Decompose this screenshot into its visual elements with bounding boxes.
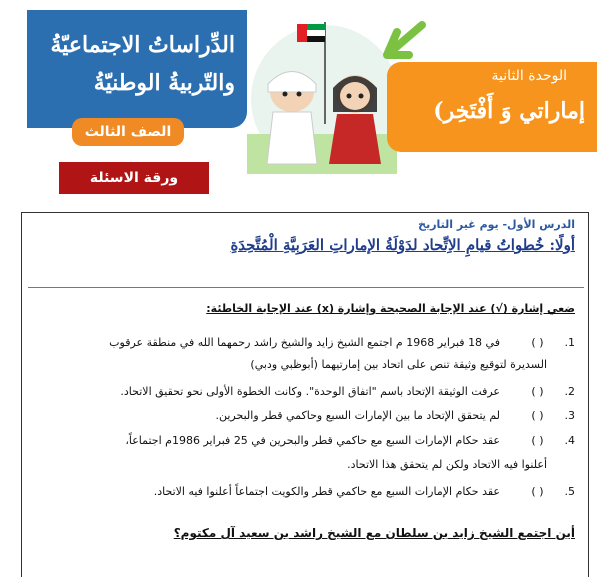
item-text: في 18 فبراير 1968 م اجتمع الشيخ زايد والشيخ راشد رحمهما الله في منطقة عرقوب xyxy=(109,336,500,349)
lesson-heading: أولًا: خُطواتُ قيامِ الاِتِّحاد لدَوْلَةُ الإماراتِ العَرَبِيَّةِ الْمُتَّحِدَةِ xyxy=(230,236,575,254)
item-number: 5. xyxy=(564,485,575,498)
divider xyxy=(28,287,584,288)
answer-blank[interactable]: ( ) xyxy=(531,434,544,447)
item-text: عرفت الوثيقة الإتحاد باسم "اتفاق الوحدة". وكانت الخطوة الأولى نحو تحقيق الاتحاد. xyxy=(120,385,500,398)
subject-title-block xyxy=(27,10,247,128)
boy-character-icon xyxy=(267,72,317,165)
item-number: 1. xyxy=(564,336,575,349)
girl-character-icon xyxy=(329,75,381,164)
instructions: ضعي إشارة (√) عند الإجابة الصحيحة وإشارة (x) عند الإجابة الخاطئة: xyxy=(206,302,575,315)
answer-blank[interactable]: ( ) xyxy=(531,485,544,498)
answer-blank[interactable]: ( ) xyxy=(531,336,544,349)
list-item xyxy=(35,409,575,422)
subject-title-line2: والتّربيةُ الوطنيّةُ xyxy=(93,70,235,96)
lesson-label: الدرس الأول- يوم غير التاريخ xyxy=(418,218,575,231)
green-arrow-icon xyxy=(367,20,427,70)
list-item xyxy=(35,336,575,349)
item-continuation: أعلنوا فيه الاتحاد ولكن لم يتحقق هذا الاتحاد. xyxy=(347,458,547,471)
list-item xyxy=(35,385,575,398)
header-banner xyxy=(27,10,587,188)
item-number: 4. xyxy=(564,434,575,447)
answer-blank[interactable]: ( ) xyxy=(531,409,544,422)
item-text: لم يتحقق الإتحاد ما بين الإمارات السبع وحاكمي قطر والبحرين. xyxy=(215,409,500,422)
unit-subtitle: الوحدة الثانية xyxy=(491,68,567,84)
list-item xyxy=(35,485,575,498)
list-item xyxy=(35,434,575,447)
item-text: عقد حكام الإمارات السبع مع حاكمي قطر والكويت اجتماعاً أعلنوا فيه الاتحاد. xyxy=(153,485,500,498)
subject-title-line1: الدِّراساتُ الاجتماعيّةُ xyxy=(50,32,235,58)
unit-banner xyxy=(387,62,597,152)
answer-blank[interactable]: ( ) xyxy=(531,385,544,398)
grade-badge: الصف الثالث xyxy=(72,118,184,146)
item-text: عقد حكام الإمارات السبع مع حاكمي قطر والبحرين في 25 فبراير 1986م اجتماعاً، xyxy=(125,434,500,447)
open-question: أين اجتمع الشيخ زايد بن سلطان مع الشيخ راشد بن سعيد آل مكتوم؟ xyxy=(173,526,575,540)
unit-title: إماراتي وَ أَفْتَخِر) xyxy=(433,98,585,124)
item-number: 2. xyxy=(564,385,575,398)
item-continuation: السديرة لتوقيع وثيقة تنص على اتحاد بين إمارتيهما (أبوظبي ودبي) xyxy=(250,358,547,371)
question-sheet-label: ورقة الاسئلة xyxy=(59,162,209,194)
item-number: 3. xyxy=(564,409,575,422)
